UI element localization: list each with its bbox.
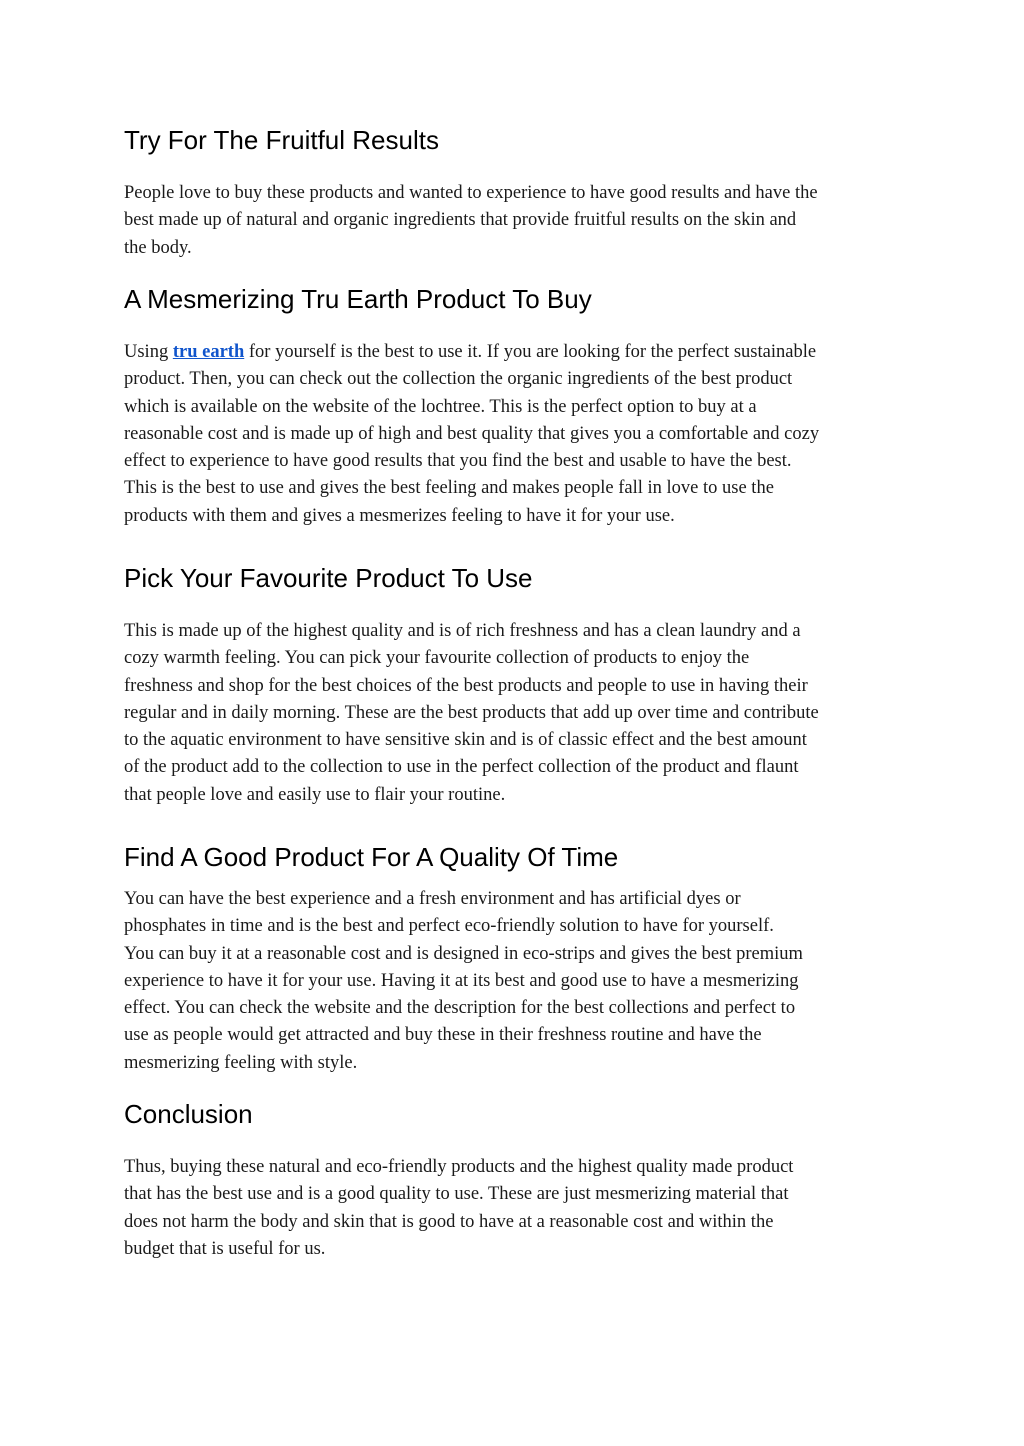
section-heading-fruitful-results: Try For The Fruitful Results xyxy=(124,125,439,155)
section-paragraph-tru-earth-product xyxy=(124,339,906,530)
tru-earth-link[interactable]: tru earth xyxy=(172,342,245,362)
text-line: effect to experience to have good results that you find the best and usable to have the best. xyxy=(124,451,792,472)
section-paragraph-conclusion xyxy=(124,1154,906,1263)
text-line: effect. You can check the website and the description for the best collections and perfect to xyxy=(124,998,796,1019)
text-line: budget that is useful for us. xyxy=(124,1238,326,1259)
text-line: Thus, buying these natural and eco-friendly products and the highest quality made product xyxy=(124,1157,794,1177)
section-heading-quality-of-time: Find A Good Product For A Quality Of Time xyxy=(124,842,619,872)
text-line: phosphates in time and is the best and perfect eco-friendly solution to have for yourself. xyxy=(124,916,774,937)
text-line: People love to buy these products and wanted to experience to have good results and have the xyxy=(124,183,818,203)
text-fragment: for yourself is the best to use it. If you are looking for the perfect sustainable xyxy=(244,342,817,362)
text-line: mesmerizing feeling with style. xyxy=(124,1052,358,1073)
text-line: products with them and gives a mesmerizes feeling to have it for your use. xyxy=(124,505,675,526)
text-line: This is the best to use and gives the best feeling and makes people fall in love to use the xyxy=(124,478,774,499)
text-line: This is made up of the highest quality and is of rich freshness and has a clean laundry and a xyxy=(124,621,801,641)
text-line: that has the best use and is a good quality to use. These are just mesmerizing material that xyxy=(124,1184,789,1205)
text-line: experience to have it for your use. Having it at its best and good use to have a mesmerizing xyxy=(124,970,799,991)
section-paragraph-quality-of-time xyxy=(124,886,906,1077)
text-line: does not harm the body and skin that is good to have at a reasonable cost and within the xyxy=(124,1211,774,1232)
text-line: which is available on the website of the lochtree. This is the perfect option to buy at a xyxy=(124,396,757,417)
text-fragment: Using xyxy=(124,342,173,362)
text-line: best made up of natural and organic ingredients that provide fruitful results on the skin and xyxy=(124,210,797,231)
text-line: reasonable cost and is made up of high and best quality that gives you a comfortable and cozy xyxy=(124,423,820,444)
text-line: You can have the best experience and a fresh environment and has artificial dyes or xyxy=(124,889,741,909)
text-line: that people love and easily use to flair your routine. xyxy=(124,784,506,805)
text-line: product. Then, you can check out the collection the organic ingredients of the best product xyxy=(124,369,793,390)
section-paragraph-favourite-product xyxy=(124,618,906,809)
text-line xyxy=(124,339,906,366)
text-line: to the aquatic environment to have sensitive skin and is of classic effect and the best amount xyxy=(124,730,807,751)
section-paragraph-fruitful-results xyxy=(124,180,906,262)
text-line: of the product add to the collection to use in the perfect collection of the product and flaunt xyxy=(124,757,799,778)
text-line: use as people would get attracted and buy these in their freshness routine and have the xyxy=(124,1025,762,1046)
text-line: freshness and shop for the best choices of the best products and people to use in having their xyxy=(124,675,808,696)
text-line: the body. xyxy=(124,237,192,258)
section-heading-conclusion: Conclusion xyxy=(124,1099,253,1129)
text-line: cozy warmth feeling. You can pick your favourite collection of products to enjoy the xyxy=(124,648,750,669)
section-heading-favourite-product: Pick Your Favourite Product To Use xyxy=(124,563,533,593)
section-heading-tru-earth-product: A Mesmerizing Tru Earth Product To Buy xyxy=(124,284,592,314)
text-line: regular and in daily morning. These are the best products that add up over time and contribute xyxy=(124,702,819,723)
text-line: You can buy it at a reasonable cost and is designed in eco-strips and gives the best premium xyxy=(124,943,803,964)
